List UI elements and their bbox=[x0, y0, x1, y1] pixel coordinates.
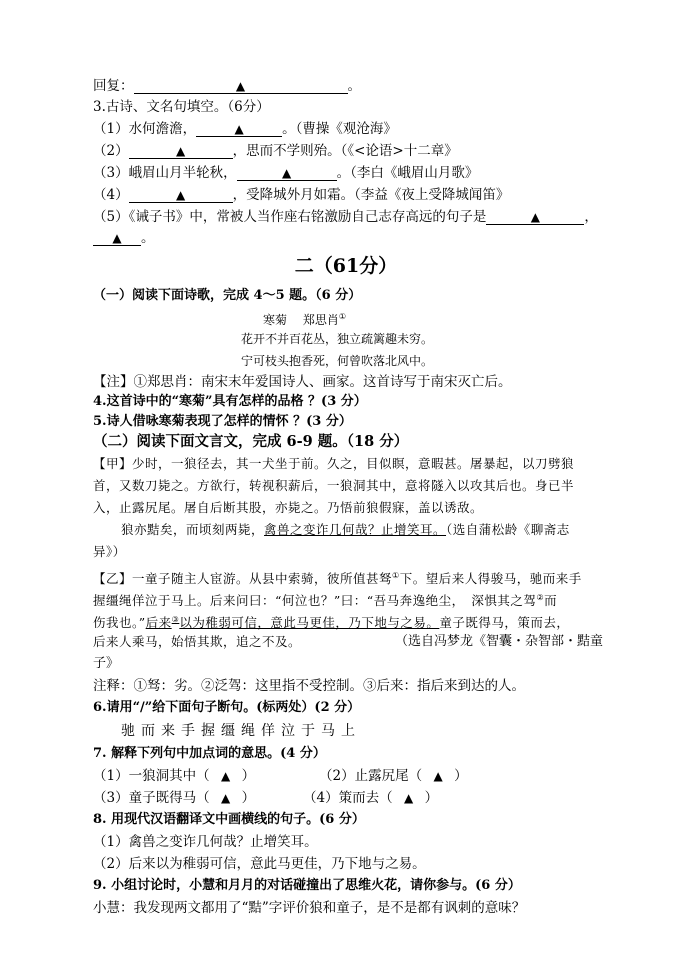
q9-line: 小慧：我发现两文都用了“黠”字评价狼和童子，是不是都有讽刺的意味？ bbox=[93, 900, 526, 916]
item-post: 。（曹操《观沧海》 bbox=[282, 121, 397, 137]
triangle-marker: ▲ bbox=[175, 188, 186, 202]
q9-title: 9. 小组讨论时，小慧和月月的对话碰撞出了思维火花，请你参与。(6 分） bbox=[93, 878, 521, 893]
item-post: ，受降城外月如霜。（李益《夜上受降城闻笛》 bbox=[232, 187, 510, 203]
item-text: （5）《诫子书》中，常被人当作座右铭激励自己志存高远的句子是 bbox=[93, 209, 487, 225]
item-end: ） bbox=[454, 768, 468, 784]
answer-blank bbox=[237, 166, 337, 181]
jia-text: 狼亦黠矣，而顷刻两毙， bbox=[121, 522, 265, 537]
q7-item-4 bbox=[303, 788, 438, 808]
poem-line-1: 花开不并百花丛，独立疏篱趣未穷。 bbox=[241, 332, 434, 346]
triangle-marker: ▲ bbox=[175, 144, 186, 158]
q5-text: 5.诗人借咏寒菊表现了怎样的情怀 ？(3 分） bbox=[93, 414, 352, 429]
q4-text: 4.这首诗中的“寒菊”具有怎样的品格 ？(3 分） bbox=[93, 394, 367, 409]
yi-text: 握缰绳佯泣于马上。后来问曰：“何泣也？”曰：“吾马奔逸绝尘， 深惧其之驾 bbox=[93, 593, 537, 609]
triangle-marker: ▲ bbox=[112, 231, 122, 245]
reply-label: 回复： bbox=[93, 78, 134, 94]
yi-text: 而 bbox=[544, 593, 558, 609]
jia-underlined-sentence: 禽兽之变诈几何哉？止增笑耳。 bbox=[264, 522, 447, 537]
q7-item-1 bbox=[93, 766, 255, 786]
jia-line-1: 【甲】少时，一狼径去，其一犬坐于前。久之，目似瞑，意暇甚。屠暴起，以刀劈狼 bbox=[93, 456, 575, 471]
triangle-marker: ▲ bbox=[220, 791, 231, 805]
note-mark: ① bbox=[338, 312, 346, 321]
item-post: 。（李白《峨眉山月歌》 bbox=[336, 165, 479, 181]
q8-title: 8. 用现代汉语翻译文中画横线的句子。(6 分） bbox=[93, 812, 365, 827]
yi-line-4: 后来人乘马，始悟其欺，追之不及。 bbox=[93, 634, 302, 649]
yi-source-end: 子》 bbox=[93, 656, 120, 671]
q3-item-2 bbox=[93, 141, 458, 161]
item-text: 策而去（ bbox=[338, 790, 393, 806]
item-text: 一狼洞其中（ bbox=[128, 768, 210, 784]
item-post: ，思而不学则殆。（《<论语>十二章》 bbox=[232, 143, 458, 159]
note-mark: ③ bbox=[171, 615, 180, 624]
triangle-marker: ▲ bbox=[220, 769, 231, 783]
item-text: 童子既得马（ bbox=[128, 790, 210, 806]
item-end: ） bbox=[241, 768, 256, 784]
yi-text: 伤我也。” bbox=[93, 615, 146, 631]
item-pre: 峨眉山月半轮秋， bbox=[128, 165, 237, 181]
jia-line-2: 首，又数刀毙之。方欲行，转视积薪后，一狼洞其中，意将隧入以攻其后也。身已半 bbox=[93, 478, 575, 493]
item-end: 。 bbox=[141, 230, 155, 246]
yi-text: 童子既得马，策而去， bbox=[439, 615, 570, 631]
notes: 注释：①驽：劣。②泛驾：这里指不受控制。③后来：指后来到达的人。 bbox=[93, 678, 525, 694]
item-num: （4） bbox=[303, 790, 339, 806]
item-num: （4） bbox=[93, 187, 129, 203]
item-num: （2） bbox=[93, 143, 129, 159]
yi-underlined: 以为稚弱可信，意此马更佳，乃下地与之易。 bbox=[179, 615, 440, 631]
q3-item-1 bbox=[93, 119, 397, 139]
reply-blank bbox=[134, 79, 348, 94]
note-mark: ① bbox=[392, 571, 400, 580]
item-end: ） bbox=[424, 790, 439, 806]
poem-note: 【注】①郑思肖：南宋末年爱国诗人、画家。这首诗写于南宋灭亡后。 bbox=[93, 374, 512, 390]
answer-blank bbox=[129, 144, 233, 159]
yi-line-2 bbox=[93, 588, 557, 611]
item-num: （3） bbox=[93, 165, 129, 181]
q6-title: 6.请用“/”给下面句子断句。(标两处）(2 分） bbox=[93, 700, 361, 715]
q7-item-2 bbox=[319, 766, 468, 786]
part1-title: （一）阅读下面诗歌，完成 4～5 题。（6 分） bbox=[93, 288, 362, 303]
item-num: （2） bbox=[319, 768, 355, 784]
jia-line-4 bbox=[121, 520, 570, 540]
yi-text: 下。望后来人得骏马，驰而来手 bbox=[399, 571, 582, 587]
triangle-marker: ▲ bbox=[281, 166, 292, 180]
item-text: 止露尻尾（ bbox=[354, 768, 423, 784]
part2-title: （二）阅读下面文言文，完成 6-9 题。（18 分） bbox=[93, 433, 409, 450]
item-num: （1） bbox=[93, 768, 129, 784]
item-num: （1） bbox=[93, 121, 129, 137]
poem-title bbox=[263, 308, 346, 329]
answer-blank bbox=[129, 188, 233, 203]
triangle-marker: ▲ bbox=[235, 79, 246, 93]
item-pre: 水何澹澹， bbox=[128, 121, 197, 137]
item-num: （3） bbox=[93, 790, 129, 806]
section-title: 二（61分） bbox=[294, 255, 398, 277]
yi-line-1 bbox=[93, 566, 582, 589]
answer-blank bbox=[93, 231, 141, 246]
q7-item-3 bbox=[93, 788, 255, 808]
answer-blank bbox=[486, 210, 584, 225]
q3-item-4 bbox=[93, 185, 509, 205]
item-comma: ， bbox=[584, 209, 598, 225]
q6-sentence: 驰而来手握缰绳佯泣于马上 bbox=[121, 723, 361, 739]
yi-line-3 bbox=[93, 610, 569, 633]
triangle-marker: ▲ bbox=[530, 210, 540, 224]
reply-end: 。 bbox=[347, 78, 361, 94]
yi-source: （选自冯梦龙《智囊・杂智部・黠童 bbox=[395, 634, 604, 649]
q8-item-2: （2）后来以为稚弱可信，意此马更佳，乃下地与之易。 bbox=[93, 856, 426, 872]
reply-line bbox=[93, 76, 361, 96]
triangle-marker: ▲ bbox=[234, 122, 244, 136]
q3-item-3 bbox=[93, 163, 478, 183]
item-end: ） bbox=[241, 790, 256, 806]
triangle-marker: ▲ bbox=[403, 791, 414, 805]
yi-text: 【乙】一童子随主人宦游。从县中索骑，彼所值甚驽 bbox=[93, 571, 393, 587]
q3-title: 3.古诗、文名句填空。（6分） bbox=[93, 99, 270, 115]
poem-title-text: 寒菊 郑思肖 bbox=[263, 313, 339, 327]
jia-source-end: 异》） bbox=[93, 544, 126, 559]
q3-item-5-cont bbox=[93, 228, 155, 248]
triangle-marker: ▲ bbox=[433, 769, 443, 783]
yi-underlined: 后来 bbox=[145, 615, 172, 631]
jia-source: （选自蒲松龄《聊斋志 bbox=[446, 522, 570, 537]
note-mark: ② bbox=[536, 593, 545, 602]
q7-title: 7. 解释下列句中加点词的意思。(4 分） bbox=[93, 746, 326, 761]
poem-line-2: 宁可枝头抱香死，何曾吹落北风中。 bbox=[241, 354, 434, 368]
q3-item-5 bbox=[93, 207, 598, 227]
answer-blank bbox=[196, 122, 282, 137]
q8-item-1: （1）禽兽之变诈几何哉？止增笑耳。 bbox=[93, 834, 318, 850]
jia-line-3: 入，止露尻尾。屠自后断其股，亦毙之。乃悟前狼假寐，盖以诱敌。 bbox=[93, 500, 484, 515]
